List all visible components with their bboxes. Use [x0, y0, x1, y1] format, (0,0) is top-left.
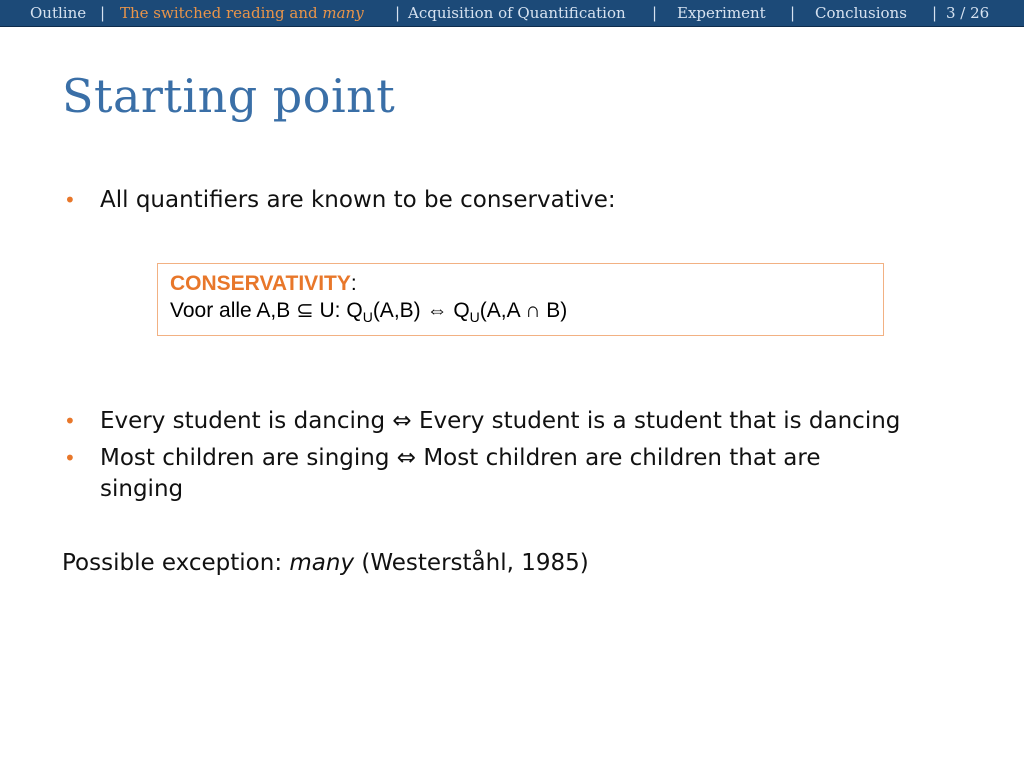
nav-separator: |: [395, 4, 401, 22]
bullet-icon: •: [64, 409, 76, 433]
nav-separator: |: [100, 4, 106, 22]
bullet-text: All quantifiers are known to be conservative:: [100, 187, 616, 213]
definition-colon: :: [350, 272, 357, 295]
bullet-item: [0, 406, 1024, 437]
bullet-item: [0, 443, 1024, 505]
nav-item-outline[interactable]: Outline: [30, 4, 87, 22]
bullet-text: Most children are singing ⇔ Most children are children that are singing: [100, 445, 821, 502]
exception-italic: many: [289, 550, 355, 576]
nav-item-conclusions[interactable]: Conclusions: [815, 4, 907, 22]
slide-title: Starting point: [62, 69, 396, 123]
definition-heading-line: [170, 270, 871, 297]
bullet-item: [0, 185, 1024, 216]
formula-subscript: U: [362, 309, 373, 325]
nav-separator: |: [790, 4, 796, 22]
definition-formula: [170, 297, 871, 324]
exception-citation: (Westerståhl, 1985): [361, 550, 589, 576]
nav-item-experiment[interactable]: Experiment: [677, 4, 766, 22]
exception-line: [62, 548, 589, 579]
bullet-text: Every student is dancing ⇔ Every student is a student that is dancing: [100, 408, 901, 434]
definition-box: [157, 263, 884, 336]
formula-prefix: Voor alle A,B ⊆ U: Q: [170, 299, 363, 322]
formula-suffix: (A,A ∩ B): [479, 299, 568, 322]
definition-heading: CONSERVATIVITY: [170, 272, 351, 295]
nav-switched-prefix: The switched reading and: [120, 4, 318, 22]
nav-separator: |: [932, 4, 938, 22]
bullet-icon: •: [64, 446, 76, 470]
nav-separator: |: [652, 4, 658, 22]
bullet-icon: •: [64, 188, 76, 212]
navigation-bar: [0, 0, 1024, 27]
nav-item-switched-reading[interactable]: [120, 4, 364, 22]
page-number: 3 / 26: [946, 4, 990, 22]
formula-subscript: U: [469, 309, 480, 325]
nav-switched-italic: many: [322, 4, 364, 22]
exception-prefix: Possible exception:: [62, 550, 283, 576]
formula-mid: (A,B) ⇔ Q: [372, 299, 470, 322]
nav-item-acquisition[interactable]: Acquisition of Quantification: [408, 4, 626, 22]
